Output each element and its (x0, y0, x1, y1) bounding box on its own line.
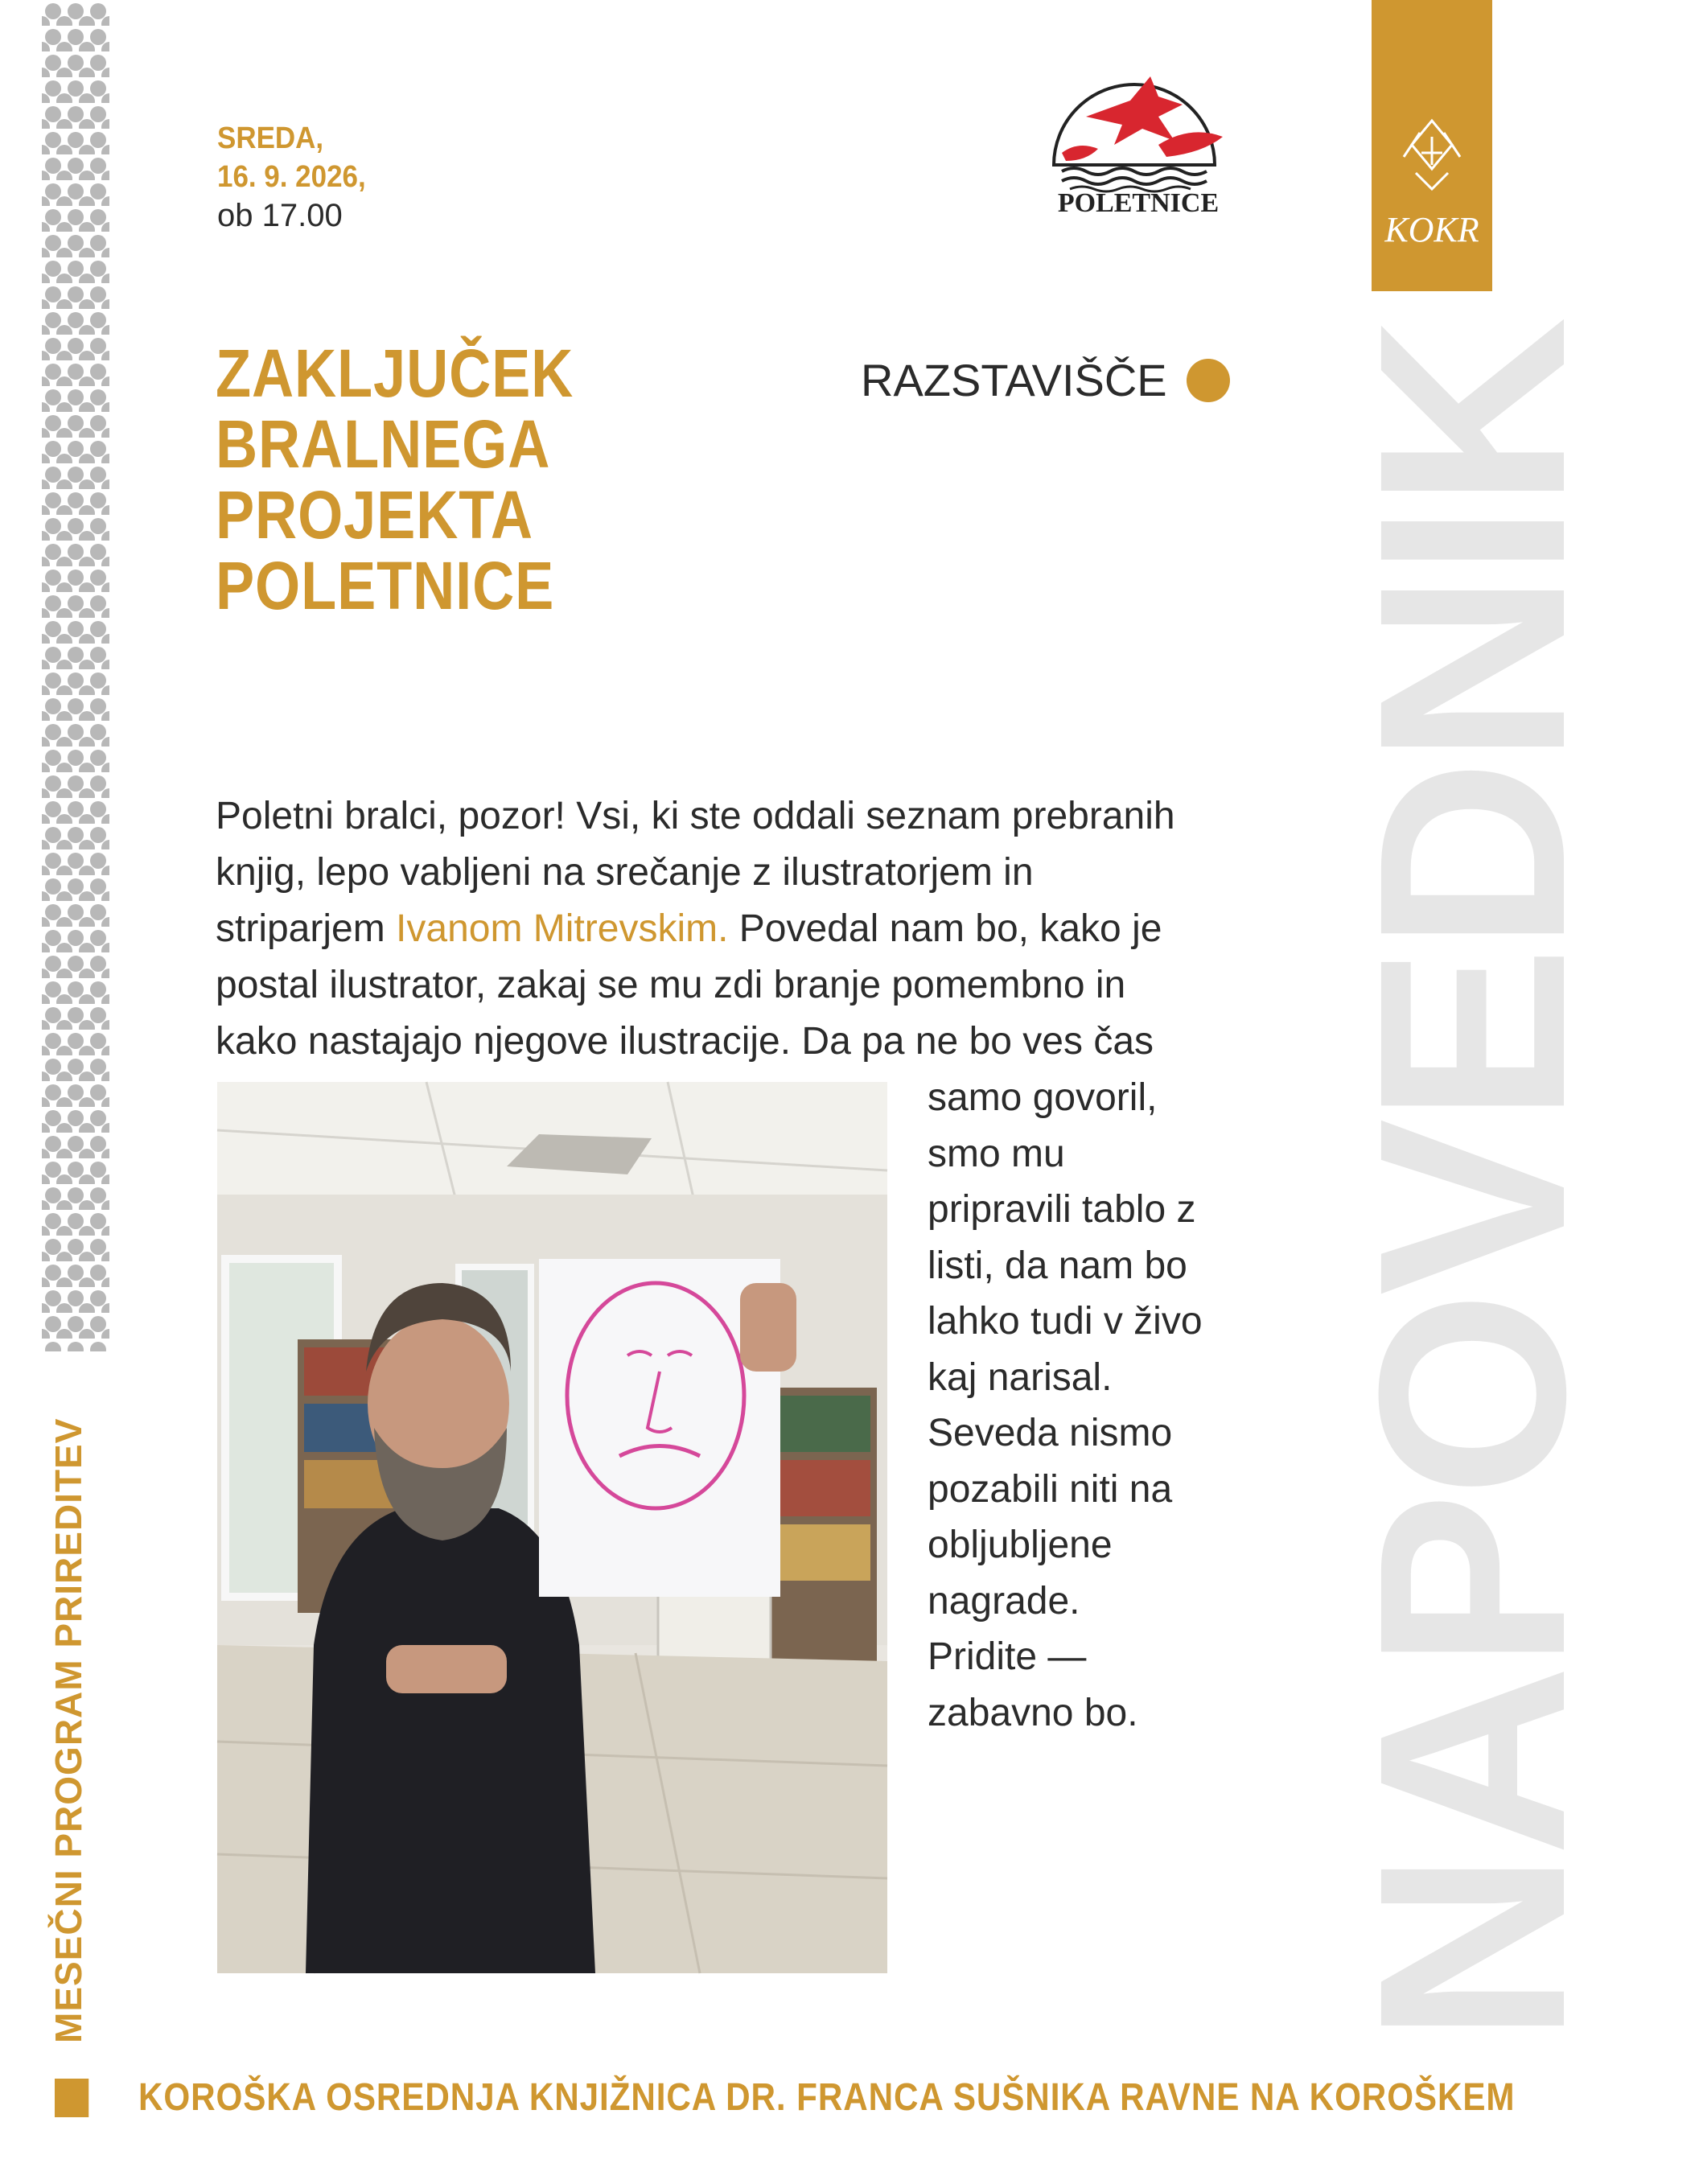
body-line (216, 901, 1261, 957)
event-description (216, 788, 1261, 1070)
body-text-span: striparjem (216, 907, 397, 950)
kokr-badge (1372, 0, 1492, 291)
event-time: ob 17.00 (217, 198, 343, 233)
title-line: PROJEKTA (216, 477, 533, 553)
body-line: obljubljene (928, 1524, 1113, 1566)
kokr-logo-icon (1372, 0, 1492, 291)
body-line: samo govoril, (928, 1076, 1158, 1119)
body-line: Seveda nismo (928, 1412, 1173, 1454)
body-line: kako nastajajo njegove ilustracije. Da pa ne bo ves čas (216, 1020, 1154, 1063)
footer (55, 2075, 1703, 2120)
poletnice-logo (1038, 68, 1239, 221)
event-description-continued (928, 1070, 1281, 1741)
event-category (861, 354, 1230, 406)
footer-square-icon (55, 2079, 88, 2117)
body-line: pripravili tablo z (928, 1188, 1196, 1231)
dotted-pattern (42, 0, 109, 1351)
date-weekday: SREDA, (217, 121, 324, 155)
date-day: 16. 9. 2026, (217, 160, 366, 194)
title-line: BRALNEGA (216, 406, 551, 482)
library-name: KOROŠKA OSREDNJA KNJIŽNICA DR. FRANCA SUŠNIKA RAVNE NA KOROŠKEM (138, 2076, 1516, 2119)
side-label-text: MESEČNI PROGRAM PRIREDITEV (47, 1417, 89, 2043)
logo-text: POLETNICE (1057, 188, 1220, 218)
body-line: kaj narisal. (928, 1355, 1113, 1399)
category-dot-icon (1187, 359, 1230, 402)
illustrator-name: Ivanom Mitrevskim. (396, 907, 729, 950)
body-line: listi, da nam bo (928, 1244, 1187, 1287)
body-line: knjig, lepo vabljeni na srečanje z ilustratorjem in (216, 851, 1034, 894)
body-line: smo mu (928, 1132, 1065, 1175)
category-label: RAZSTAVIŠČE (861, 355, 1167, 405)
event-date (217, 119, 379, 235)
title-line: ZAKLJUČEK (216, 335, 574, 411)
body-line: nagrade. (928, 1579, 1080, 1623)
body-line: postal ilustrator, zakaj se mu zdi branje pomembno in (216, 964, 1126, 1006)
event-title (216, 335, 632, 623)
kokr-text: KOKR (1384, 210, 1479, 249)
body-line: Pridite — (928, 1635, 1087, 1678)
body-line: pozabili niti na (928, 1467, 1173, 1511)
body-line: lahko tudi v živo (928, 1300, 1203, 1343)
watermark-text: NAPOVEDNIK (1323, 321, 1620, 2043)
body-line: Poletni bralci, pozor! Vsi, ki ste oddali seznam prebranih (216, 795, 1175, 837)
body-text-span: Povedal nam bo, kako je (728, 907, 1162, 950)
body-line: zabavno bo. (928, 1691, 1138, 1734)
title-line: POLETNICE (216, 548, 555, 623)
event-photo (217, 1082, 887, 1973)
